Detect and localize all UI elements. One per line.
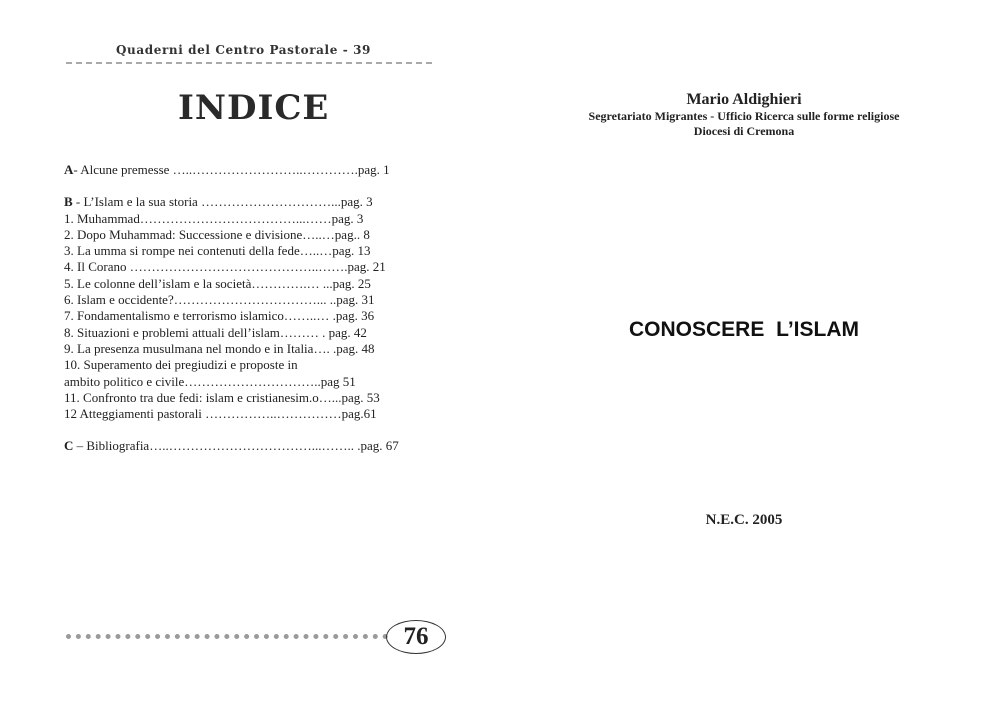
publisher-line: N.E.C. 2005 [705, 512, 783, 528]
toc-item: 7. Fondamentalismo e terrorismo islamico……..… .pag. 36 [64, 308, 375, 324]
page-number: 76 [386, 620, 446, 654]
toc-entry-text: - Alcune premesse …..……………………..………….pag. 1 [73, 162, 390, 177]
toc-item: 4. Il Corano ……………………………………..…….pag. 21 [64, 259, 386, 275]
toc-item: 1. Muhammad………………………………...……pag. 3 [64, 210, 364, 226]
toc-section-a [64, 162, 399, 178]
diocese-line: Diocesi di Cremona [693, 124, 795, 138]
affiliation-line: Segretariato Migrantes - Ufficio Ricerca sulle forme religiose [588, 109, 900, 123]
page-title: INDICE [178, 88, 330, 128]
toc-item: 6. Islam e occidente?……………………………... ..pag. 31 [64, 292, 375, 308]
toc-item: ambito politico e civile…………………………..pag 51 [64, 373, 356, 389]
toc-section-b [64, 194, 399, 210]
author-block [496, 90, 992, 139]
toc-item: 11. Confronto tra due fedi: islam e cristianesim.o…...pag. 53 [64, 389, 380, 405]
series-header: Quaderni del Centro Pastorale - 39 [116, 43, 371, 57]
toc-entry-text: – Bibliografia…..……………………………...…….. .pag. 67 [73, 438, 399, 454]
section-letter: A [64, 162, 74, 177]
toc-item: 8. Situazioni e problemi attuali dell’islam……… . pag. 42 [64, 324, 367, 340]
toc-section-c [64, 438, 399, 454]
author-name: Mario Aldighieri [686, 91, 802, 108]
section-letter: C [64, 438, 74, 454]
toc-item: 9. La presenza musulmana nel mondo e in Italia…. .pag. 48 [64, 340, 375, 356]
section-letter: B [64, 194, 73, 210]
table-of-contents [64, 162, 399, 455]
toc-item: 12 Atteggiamenti pastorali ……………..……………pag.61 [64, 406, 377, 422]
header-divider [66, 62, 432, 64]
book-title: CONOSCERE L’ISLAM [628, 318, 860, 341]
toc-item: 10. Superamento dei pregiudizi e proposte in [64, 357, 298, 373]
right-page [496, 0, 992, 701]
toc-item: 2. Dopo Muhammad: Successione e divisione…..…pag.. 8 [64, 226, 370, 242]
toc-item: 3. La umma si rompe nei contenuti della fede…..…pag. 13 [64, 243, 371, 259]
toc-item: 5. Le colonne dell’islam e la società………….… ...pag. 25 [64, 275, 371, 291]
toc-entry-text: - L’Islam e la sua storia …………………………...pag. 3 [72, 194, 373, 210]
footer-dotted-line [66, 634, 388, 639]
